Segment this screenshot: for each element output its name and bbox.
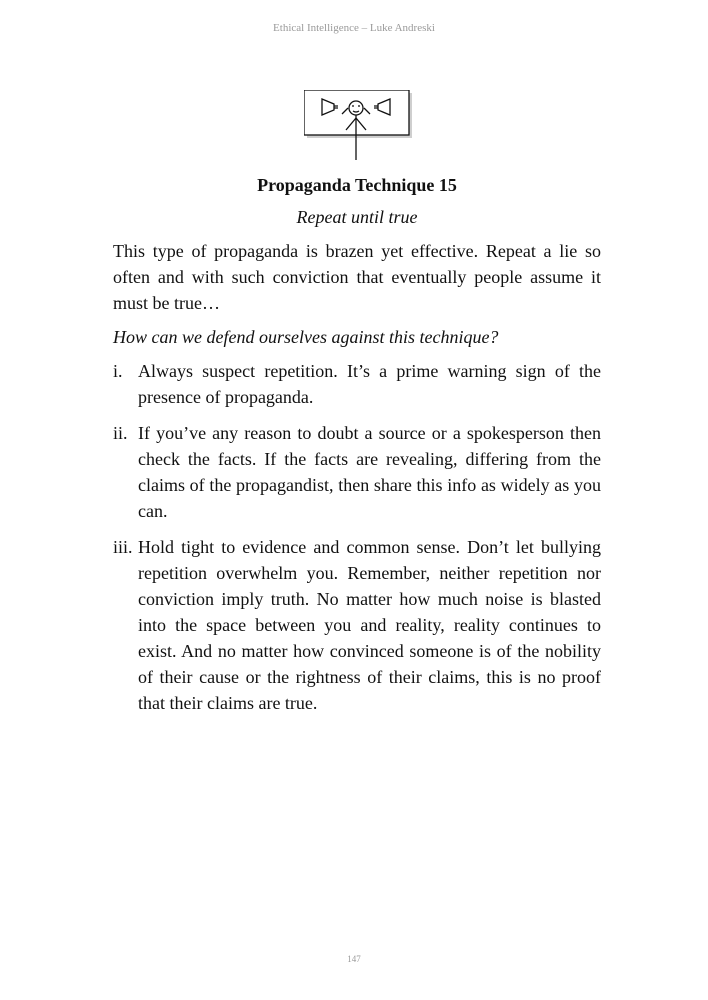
list-item-number: iii.	[113, 537, 133, 557]
defense-question: How can we defend ourselves against this technique?	[113, 327, 499, 347]
defense-list	[113, 358, 601, 716]
list-item-text: Hold tight to evidence and common sense. Don’t let bullying repetition overwhelm you. Remember, neither repetition nor conviction imply truth. No matter how much noise is blasted into the space between you and reality, reality continues to exist. And no matter how convinced someone is of the nobility of their cause or the rightness of their claims, this is no proof that their claims are true.	[138, 537, 601, 713]
running-header: Ethical Intelligence – Luke Andreski	[273, 22, 435, 34]
section-body	[113, 170, 601, 726]
list-item	[113, 420, 601, 524]
stick-figure-megaphones-icon	[304, 90, 414, 165]
section-title: Propaganda Technique 15	[257, 175, 457, 195]
list-item	[113, 358, 601, 410]
list-item-number: i.	[113, 361, 123, 381]
section-subtitle: Repeat until true	[296, 207, 418, 227]
list-item-text: Always suspect repetition. It’s a prime warning sign of the presence of propaganda.	[138, 361, 601, 407]
list-item-number: ii.	[113, 423, 128, 443]
list-item	[113, 534, 601, 716]
page-number: 147	[347, 954, 361, 964]
intro-paragraph: This type of propaganda is brazen yet effective. Repeat a lie so often and with such conviction that eventually people assume it must be true…	[113, 241, 601, 313]
list-item-text: If you’ve any reason to doubt a source or a spokesperson then check the facts. If the facts are revealing, differing from the claims of the propagandist, then share this info as widely as you can.	[138, 423, 601, 521]
